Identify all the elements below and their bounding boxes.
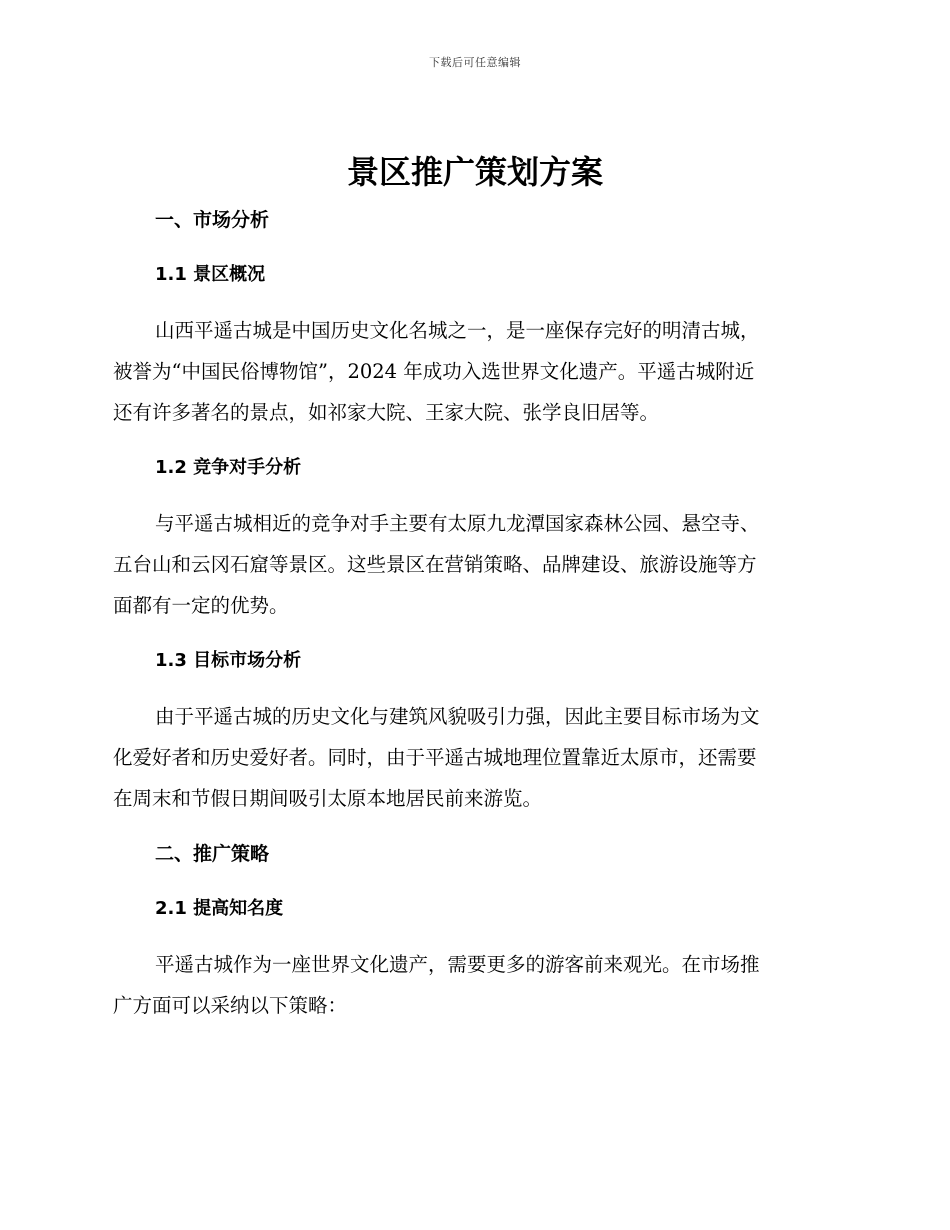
document-body	[113, 200, 833, 1026]
paragraph-line: 山西平遥古城是中国历史文化名城之一，是一座保存完好的明清古城，	[155, 319, 760, 342]
paragraph-target-market	[113, 696, 833, 819]
paragraph-line: 还有许多著名的景点，如祁家大院、王家大院、张学良旧居等。	[113, 401, 660, 424]
subsection-heading-target-market: 1.3 目标市场分析	[155, 650, 302, 671]
paragraph-competitor-analysis	[113, 503, 833, 626]
paragraph-line: 与平遥古城相近的竞争对手主要有太原九龙潭国家森林公园、悬空寺、	[155, 512, 760, 535]
paragraph-line: 五台山和云冈石窟等景区。这些景区在营销策略、品牌建设、旅游设施等方	[113, 553, 757, 576]
paragraph-line: 化爱好者和历史爱好者。同时，由于平遥古城地理位置靠近太原市，还需要	[113, 746, 757, 769]
subsection-heading-raise-awareness: 2.1 提高知名度	[155, 898, 284, 919]
paragraph-line: 被誉为“中国民俗博物馆”，2024 年成功入选世界文化遗产。平遥古城附近	[113, 360, 755, 383]
paragraph-line: 由于平遥古城的历史文化与建筑风貌吸引力强，因此主要目标市场为文	[155, 705, 760, 728]
paragraph-scenic-overview	[113, 310, 833, 433]
header-note: 下载后可任意编辑	[429, 56, 521, 69]
subsection-heading-scenic-overview: 1.1 景区概况	[155, 264, 266, 285]
paragraph-line: 平遥古城作为一座世界文化遗产，需要更多的游客前来观光。在市场推	[155, 953, 760, 976]
paragraph-line: 在周末和节假日期间吸引太原本地居民前来游览。	[113, 787, 543, 810]
section-heading-promotion-strategy: 二、推广策略	[155, 843, 270, 865]
subsection-heading-competitor-analysis: 1.2 竞争对手分析	[155, 457, 302, 478]
paragraph-line: 广方面可以采纳以下策略：	[113, 994, 348, 1017]
paragraph-raise-awareness	[113, 944, 833, 1026]
document-title: 景区推广策划方案	[346, 153, 603, 191]
section-heading-market-analysis: 一、市场分析	[155, 209, 270, 231]
paragraph-line: 面都有一定的优势。	[113, 594, 289, 617]
